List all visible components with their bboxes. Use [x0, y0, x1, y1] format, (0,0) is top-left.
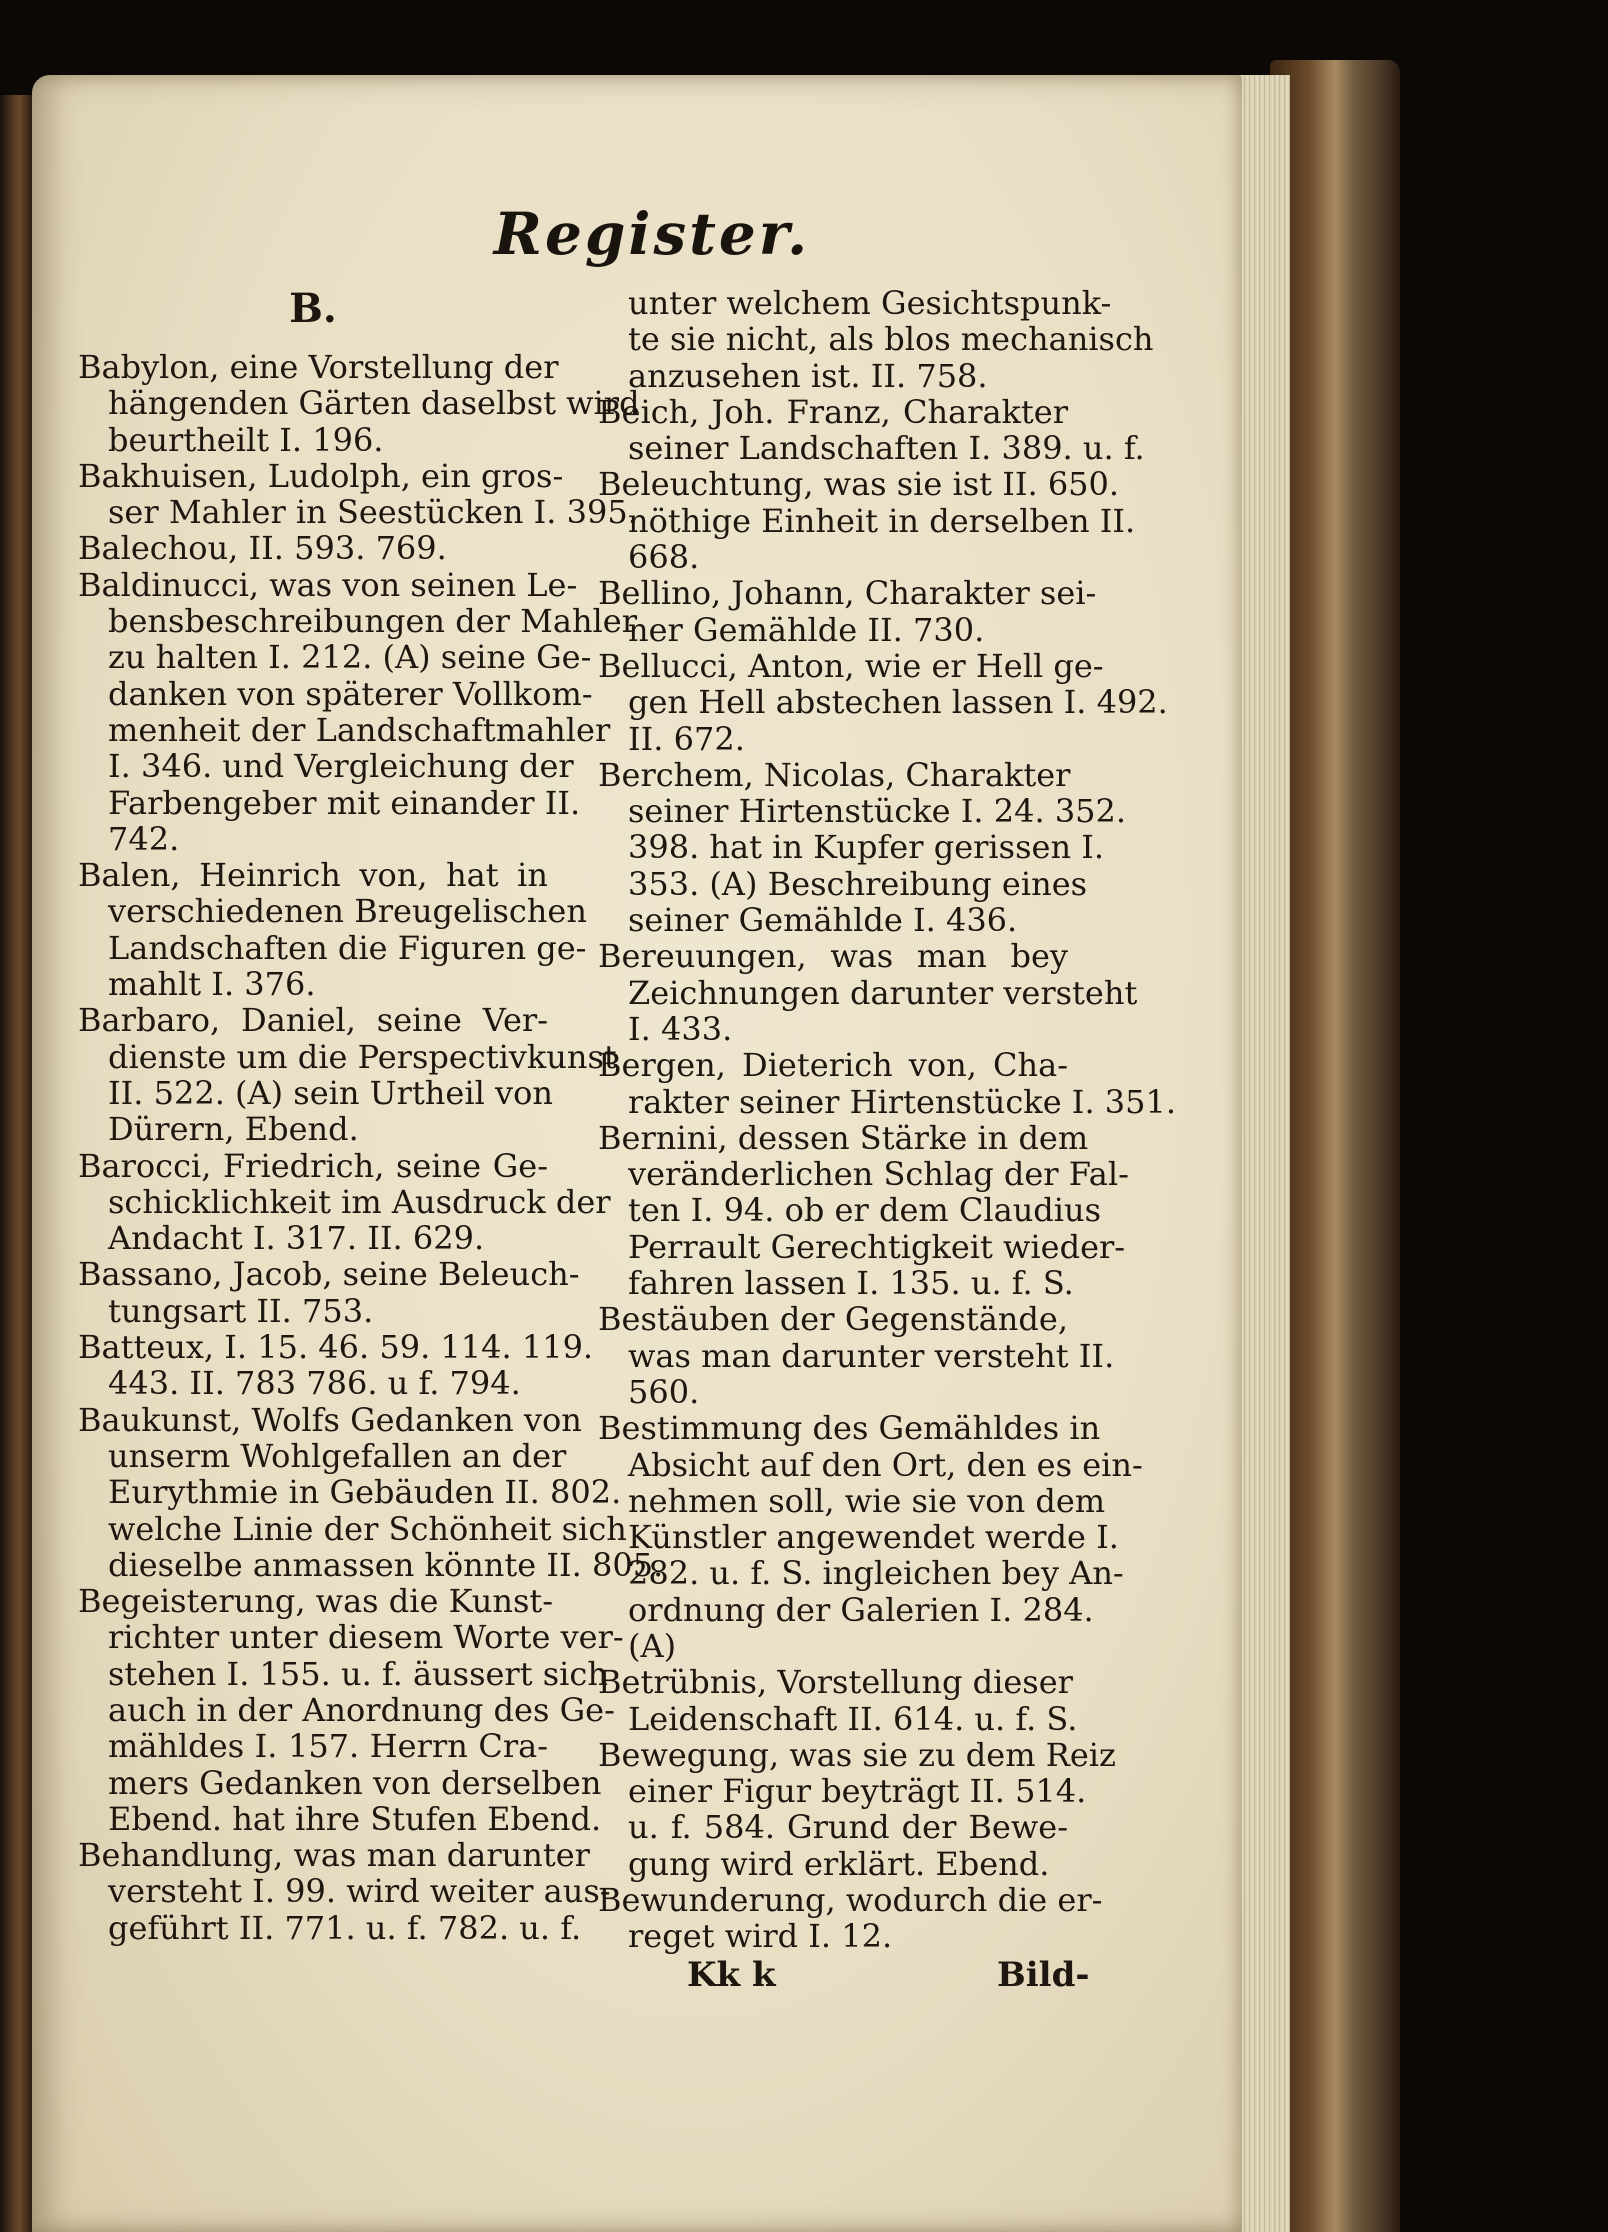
index-entry-headword-line: Beich, Joh. Franz, Charakter: [598, 392, 1068, 431]
index-entry-headword-line: Behandlung, was man darunter: [78, 1836, 590, 1875]
index-entry-headword-line: Babylon, eine Vorstellung der: [78, 348, 559, 386]
index-entry-line: unserm Wohlgefallen an der: [108, 1436, 567, 1475]
index-entry-line: 353. (A) Beschreibung eines: [628, 864, 1088, 903]
index-entry-line: te sie nicht, als blos mechanisch: [628, 320, 1154, 359]
index-entry-line: auch in der Anordnung des Ge-: [108, 1690, 615, 1729]
index-entry-line: welche Linie der Schönheit sich: [108, 1509, 627, 1548]
index-entry-line: I. 433.: [628, 1009, 733, 1048]
index-entry-line: 398. hat in Kupfer gerissen I.: [628, 828, 1105, 867]
index-entry-line: hängenden Gärten daselbst wird: [108, 384, 640, 423]
index-entry-line: menheit der Landschaftmahler: [108, 710, 611, 749]
index-entry-line: Landschaften die Figuren ge-: [108, 928, 587, 967]
index-entry-headword-line: Berchem, Nicolas, Charakter: [598, 755, 1071, 794]
index-entry-headword-line: Balechou, II. 593. 769.: [78, 529, 447, 568]
index-entry-headword-line: Bergen, Dieterich von, Cha-: [598, 1046, 1068, 1085]
right-column: [598, 284, 1177, 1956]
index-entry-line: beurtheilt I. 196.: [108, 420, 384, 459]
index-entry-line: stehen I. 155. u. f. äussert sich: [108, 1654, 608, 1693]
index-entry-line: ser Mahler in Seestücken I. 395.: [108, 493, 638, 532]
index-entry-headword-line: Barbaro, Daniel, seine Ver-: [78, 1001, 548, 1040]
index-entry-line: rakter seiner Hirtenstücke I. 351.: [628, 1082, 1177, 1121]
index-entry-line: schicklichkeit im Ausdruck der: [108, 1182, 611, 1221]
index-entry-line: II. 672.: [628, 719, 745, 758]
index-entry-line: Perrault Gerechtigkeit wieder-: [628, 1227, 1126, 1266]
index-entry-line: was man darunter versteht II.: [628, 1336, 1115, 1375]
catchword: Bild-: [997, 1955, 1090, 1995]
index-entry-headword-line: Bestäuben der Gegenstände,: [598, 1300, 1068, 1339]
index-entry-line: zu halten I. 212. (A) seine Ge-: [108, 638, 592, 677]
index-entry-headword-line: Begeisterung, was die Kunst-: [78, 1582, 554, 1621]
signature-mark: Kk k: [687, 1955, 776, 1995]
index-entry-line: bensbeschreibungen der Mahler: [108, 602, 638, 641]
index-entry-line: geführt II. 771. u. f. 782. u. f.: [108, 1908, 582, 1947]
index-entry-headword-line: Bakhuisen, Ludolph, ein gros-: [78, 456, 564, 495]
index-entry-line: versteht I. 99. wird weiter aus-: [108, 1872, 611, 1911]
index-entry-line: II. 522. (A) sein Urtheil von: [108, 1073, 553, 1112]
index-entry-headword-line: Baukunst, Wolfs Gedanken von: [78, 1400, 582, 1439]
index-entry-line: unter welchem Gesichtspunk-: [628, 284, 1112, 322]
index-entry-line: (A): [628, 1626, 677, 1665]
index-entry-line: mers Gedanken von derselben: [108, 1763, 602, 1802]
index-entry-line: nehmen soll, wie sie von dem: [628, 1481, 1106, 1520]
index-entry-line: seiner Landschaften I. 389. u. f.: [628, 429, 1145, 468]
index-entry-line: mähldes I. 157. Herrn Cra-: [108, 1727, 548, 1766]
index-entry-line: Ebend. hat ihre Stufen Ebend.: [108, 1799, 602, 1838]
index-entry-line: ordnung der Galerien I. 284.: [628, 1590, 1094, 1629]
index-entry-line: Absicht auf den Ort, den es ein-: [628, 1445, 1143, 1484]
index-entry-line: danken von späterer Vollkom-: [108, 674, 593, 713]
index-entry-line: Zeichnungen darunter versteht: [628, 973, 1138, 1012]
index-entry-headword-line: Batteux, I. 15. 46. 59. 114. 119.: [78, 1328, 594, 1367]
index-entry-line: ner Gemählde II. 730.: [628, 610, 985, 649]
index-entry-line: dienste um die Perspectivkunst: [108, 1037, 617, 1076]
index-entry-line: fahren lassen I. 135. u. f. S.: [628, 1264, 1074, 1303]
section-letter-heading: B.: [289, 285, 337, 332]
index-entry-headword-line: Bereuungen, was man bey: [598, 937, 1068, 976]
index-entry-line: 443. II. 783 786. u f. 794.: [108, 1364, 521, 1403]
index-entry-line: Leidenschaft II. 614. u. f. S.: [628, 1699, 1078, 1738]
index-entry-line: gen Hell abstechen lassen I. 492.: [628, 683, 1168, 722]
index-entry-line: Andacht I. 317. II. 629.: [108, 1219, 485, 1258]
index-entry-line: dieselbe anmassen könnte II. 805.: [108, 1545, 664, 1584]
index-entry-line: gung wird erklärt. Ebend.: [628, 1844, 1050, 1883]
index-entry-headword-line: Bestimmung des Gemähldes in: [598, 1409, 1101, 1448]
page-title: Register.: [493, 200, 811, 268]
index-entry-line: tungsart II. 753.: [108, 1291, 374, 1330]
index-entry-line: I. 346. und Vergleichung der: [108, 747, 574, 786]
index-entry-line: anzusehen ist. II. 758.: [628, 356, 988, 395]
index-entry-line: seiner Gemählde I. 436.: [628, 901, 1018, 940]
index-entry-headword-line: Balen, Heinrich von, hat in: [78, 856, 548, 895]
index-entry-line: Eurythmie in Gebäuden II. 802.: [108, 1473, 622, 1512]
index-entry-line: 668.: [628, 538, 700, 577]
index-entry-line: veränderlichen Schlag der Fal-: [628, 1155, 1129, 1194]
index-entry-line: richter unter diesem Worte ver-: [108, 1618, 624, 1657]
index-entry-headword-line: Bernini, dessen Stärke in dem: [598, 1118, 1089, 1157]
index-entry-headword-line: Bellucci, Anton, wie er Hell ge-: [598, 646, 1104, 685]
index-entry-line: ten I. 94. ob er dem Claudius: [628, 1191, 1102, 1230]
index-entry-line: 742.: [108, 819, 180, 858]
index-entry-line: Dürern, Ebend.: [108, 1110, 359, 1149]
index-entry-headword-line: Bewunderung, wodurch die er-: [598, 1881, 1103, 1920]
index-entry-headword-line: Bassano, Jacob, seine Beleuch-: [78, 1255, 580, 1294]
index-entry-line: Künstler angewendet werde I.: [628, 1518, 1119, 1557]
index-entry-headword-line: Baldinucci, was von seinen Le-: [78, 565, 578, 604]
index-entry-headword-line: Bewegung, was sie zu dem Reiz: [598, 1735, 1116, 1774]
index-entry-headword-line: Beleuchtung, was sie ist II. 650.: [598, 465, 1120, 504]
index-entry-headword-line: Barocci, Friedrich, seine Ge-: [78, 1146, 548, 1185]
index-entry-line: 282. u. f. S. ingleichen bey An-: [628, 1554, 1124, 1593]
index-entry-line: Farbengeber mit einander II.: [108, 783, 581, 822]
index-entry-headword-line: Bellino, Johann, Charakter sei-: [598, 574, 1097, 613]
index-entry-line: u. f. 584. Grund der Bewe-: [628, 1808, 1068, 1847]
index-entry-line: mahlt I. 376.: [108, 965, 316, 1004]
book-left-edge: [0, 95, 32, 2232]
index-entry-line: reget wird I. 12.: [628, 1917, 893, 1956]
book-page: [32, 75, 1242, 2232]
index-entry-line: seiner Hirtenstücke I. 24. 352.: [628, 792, 1127, 831]
index-entry-line: einer Figur beyträgt II. 514.: [628, 1772, 1087, 1811]
index-entry-line: nöthige Einheit in derselben II.: [628, 501, 1136, 540]
index-entry-line: 560.: [628, 1372, 700, 1411]
index-entry-headword-line: Betrübnis, Vorstellung dieser: [598, 1663, 1073, 1702]
index-entry-line: verschiedenen Breugelischen: [108, 892, 587, 931]
